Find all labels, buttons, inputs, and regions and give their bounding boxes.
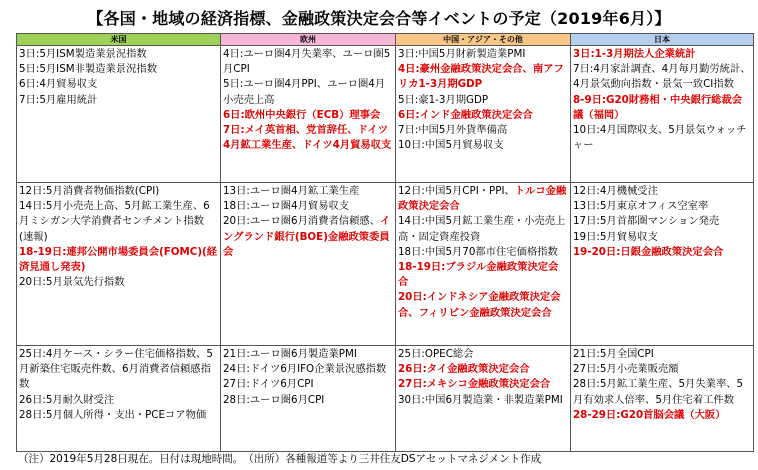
event-item-highlight: 18-19日:連邦公開市場委員会(FOMC)(経済見通し発表) [19,245,218,274]
column-header-china-asia-other: 中国・アジア・その他 [396,34,571,46]
event-item-highlight: トルコ金融政策決定会合 [398,185,567,213]
event-item-highlight: イングランド銀行(BOE)金融政策委員会 [223,215,391,258]
event-item-highlight: 18-19日:ブラジル金融政策決定会合 [398,261,559,289]
event-item: 12日:5月消費者物価指数(CPI) [19,185,160,197]
event-item: 3日:中国5月財新製造業PMI [398,48,526,60]
cell-europe-week1 [221,46,396,183]
event-item: 27日:ドイツ6月CPI [223,378,314,391]
event-item: 14日:5月小売売上高、5月鉱工業生産、6月ミシガン大学消費者センチメント指数(速報) [19,200,210,243]
event-item: 25日:4月ケース・シラー住宅価格指数、5月新築住宅販売件数、6月消費者信頼感指数 [19,348,213,391]
event-item-text: 12日:中国5月CPI・PPI、 [398,185,515,197]
page-title: 【各国・地域の経済指標、金融政策決定会合等イベントの予定（2019年6月）】 [87,9,671,28]
event-item-text: 20日:ユーロ圏6月消費者信頼感、 [223,215,380,228]
event-item: 21日:5月全国CPI [573,348,654,360]
cell-japan-week3 [571,346,754,452]
cell-asia-week3 [396,346,571,452]
event-item: 28日:ユーロ圏6月CPI [223,393,325,406]
cell-us-week3 [17,346,221,452]
event-item: 4日:ユーロ圏4月失業率、ユーロ圏5月CPI [223,48,391,76]
event-item-highlight: 19-20日:日銀金融政策決定会合 [573,245,724,258]
cell-asia-week1 [396,46,571,183]
event-calendar-table [16,33,754,452]
cell-europe-week3 [221,346,396,452]
column-header-japan: 日本 [571,34,754,46]
event-item: 28日:5月個人所得・支出・PCEコア物価 [19,408,207,421]
event-item: 21日:ユーロ圏6月製造業PMI [223,348,357,360]
event-item: 10日:4月国際収支、5月景気ウォッチャー [573,124,747,152]
event-item: 12日:4月機械受注 [573,185,658,197]
event-item: 3日:5月ISM製造業景況指数 [19,48,147,60]
cell-us-week2 [17,183,221,346]
event-item: 5日:5月ISM非製造業景況指数 [19,63,157,76]
event-item-highlight: 26日:タイ金融政策決定会合 [398,363,530,376]
event-item-highlight: 28-29日:G20首脳会議（大阪） [573,408,726,421]
event-item: 5日:豪1-3月期GDP [398,93,489,106]
table-row [17,46,754,183]
event-item: 13日:ユーロ圏4月鉱工業生産 [223,185,360,197]
event-item: 25日:OPEC総会 [398,348,474,360]
event-item: 5日:ユーロ圏4月PPI、ユーロ圏4月小売売上高 [223,78,386,106]
event-item-highlight: 6日:インド金融政策決定会合 [398,108,533,121]
column-header-us: 米国 [17,34,221,46]
event-item-highlight: 27日:メキシコ金融政策決定会合 [398,378,551,391]
event-item: 27日:5月小売業販売額 [573,363,679,376]
event-item-mixed [223,123,393,153]
event-item: 14日:中国5月鉱工業生産・小売売上高・固定資産投資 [398,215,566,243]
event-item: 7日:5月雇用統計 [19,93,98,106]
event-item: 6日:4月貿易収支 [19,78,98,91]
event-item-mixed [223,214,393,260]
event-item: 7日:中国5月外貨準備高 [398,124,508,137]
event-item: 24日:ドイツ6月IFO企業景況感指数 [223,363,387,376]
event-item: 20日:5月景気先行指数 [19,276,125,289]
event-item-highlight: 20日:インドネシア金融政策決定会合、フィリピン金融政策決定会合 [398,291,561,319]
table-row [17,346,754,452]
table-row [17,183,754,346]
event-item-mixed [398,184,568,214]
event-item-highlight: 3日:1-3月期法人企業統計 [573,48,696,60]
cell-europe-week2 [221,183,396,346]
event-item: 13日:5月東京オフィス空室率 [573,200,709,213]
event-item-highlight: 7日:メイ英首相、党首辞任、ドイツ4月鉱工業生産、ドイツ4月貿易収支 [223,124,392,152]
event-item: 30日:中国6月製造業・非製造業PMI [398,393,563,406]
cell-japan-week1 [571,46,754,183]
event-item: 7日:4月家計調査、4月毎月勤労統計、4月景気動向指数・景気一致CI指数 [573,63,751,91]
cell-japan-week2 [571,183,754,346]
footnote: （注）2019年5月28日現在。日付は現地時間。 （出所）各種報道等より三井住友DSアセットマネジメント作成 [18,453,542,465]
event-item: 26日:5月耐久財受注 [19,393,115,406]
event-item: 10日:中国5月貿易収支 [398,139,504,152]
event-item: 19日:5月貿易収支 [573,230,658,243]
event-item-highlight: 4日:豪州金融政策決定会合、南アフリカ1-3月期GDP [398,63,564,91]
event-item-highlight: 8-9日:G20財務相・中央銀行総裁会議（福岡） [573,93,743,121]
event-item: 28日:5月鉱工業生産、5月失業率、5月有効求人倍率、5月住宅着工件数 [573,378,744,406]
event-item-highlight: 6日:欧州中央銀行（ECB）理事会 [223,108,381,121]
event-item: 18日:ユーロ圏4月貿易収支 [223,200,350,213]
event-item: 18日:中国5月70都市住宅価格指数 [398,245,558,258]
header-row [17,34,754,46]
cell-asia-week2 [396,183,571,346]
column-header-europe: 欧州 [221,34,396,46]
event-item: 17日:5月首都圏マンション発売 [573,215,720,228]
cell-us-week1 [17,46,221,183]
